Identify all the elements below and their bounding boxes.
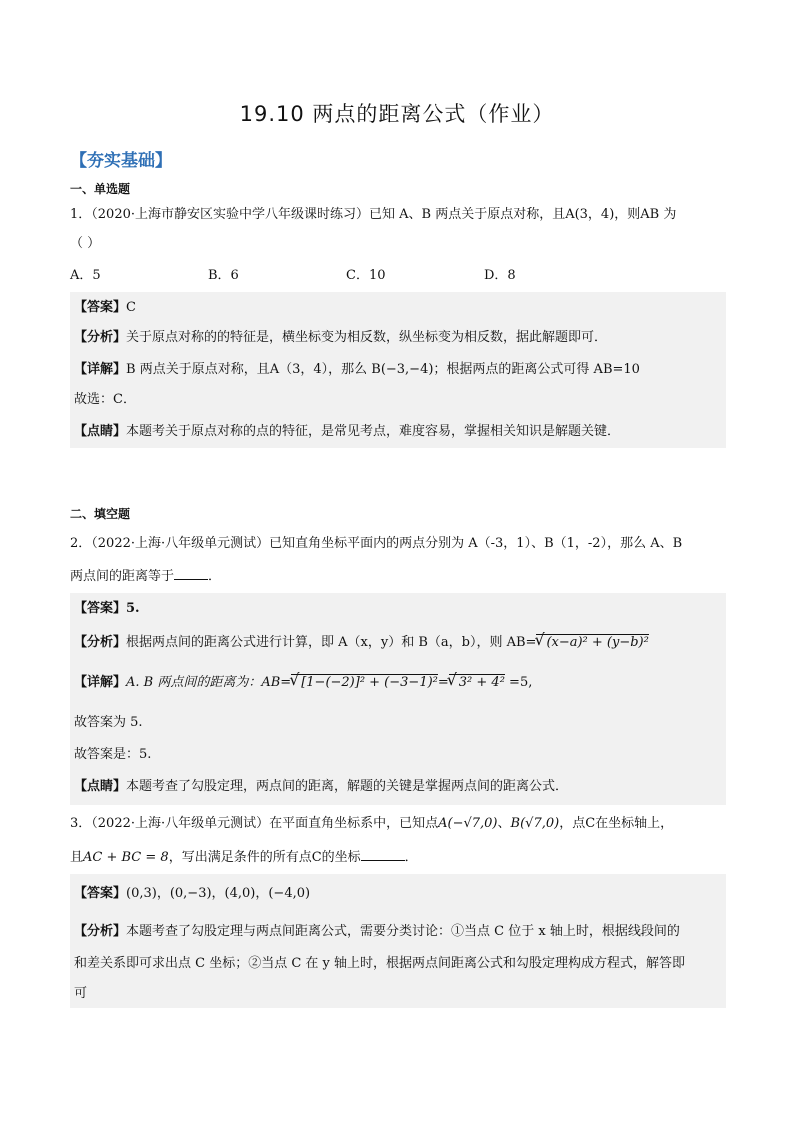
q2-detail: 【详解】A. B 两点间的距离为：AB=√ [1−(−2)]² + (−3−1)²=√ 3² + 4² =5, (74, 673, 532, 693)
q3-answer: 【答案】(0,3)，(0,−3)，(4,0)，(−4,0) (74, 886, 311, 901)
q1-analysis: 【分析】关于原点对称的的特征是，横坐标变为相反数，纵坐标变为相反数，据此解题即可． (74, 330, 608, 345)
q3-answer-blank (361, 848, 405, 861)
part1-header: 一、单选题 (70, 182, 131, 196)
q1-option-b: B．6 (208, 268, 239, 283)
q2-stem-line2: 两点间的距离等于 ． (70, 569, 222, 584)
q1-detail: 【详解】B 两点关于原点对称，且A（3，4），那么 B(−3,−4)；根据两点的距离公式可得 AB=10 (74, 362, 640, 377)
q2-answer-blank (174, 567, 208, 580)
q3-point-a: A(−√7,0) (438, 816, 498, 831)
q2-answer-box (70, 593, 726, 805)
q3-analysis-line3: 可 (74, 986, 88, 1001)
q2-answer: 【答案】5. (74, 601, 140, 616)
q3-analysis-line2: 和差关系即可求出点 C 坐标；②当点 C 在 y 轴上时，根据两点间距离公式和勾股定理构成方程式，解答即 (74, 956, 686, 971)
q1-answer-box (70, 292, 726, 448)
q2-detail-line3: 故答案是：5. (74, 747, 152, 762)
section-heading: 【夯实基础】 (70, 151, 172, 171)
q2-detail-formula-2: √ 3² + 4² (449, 674, 505, 691)
q3-analysis-line1: 【分析】本题考查了勾股定理与两点间距离公式，需要分类讨论：①当点 C 位于 x 轴上时，根据线段间的 (74, 924, 680, 939)
q3-condition: AC + BC = 8 (83, 850, 169, 865)
q1-stem-line2: （ ） (70, 236, 101, 251)
q1-options (70, 266, 726, 286)
q1-stem-line1: 1．（2020·上海市静安区实验中学八年级课时练习）已知 A、B 两点关于原点对称，且A(3，4)，则AB 为 (70, 207, 677, 222)
part2-header: 二、填空题 (70, 507, 131, 521)
q2-point: 【点睛】本题考查了勾股定理，两点间的距离，解题的关键是掌握两点间的距离公式． (74, 779, 569, 794)
q1-point: 【点睛】本题考关于原点对称的点的特征，是常见考点，难度容易，掌握相关知识是解题关键． (74, 424, 621, 439)
q2-stem-line1: 2．（2022·上海·八年级单元测试）已知直角坐标平面内的两点分别为 A（-3，1）、B（1，-2），那么 A、B (70, 536, 683, 551)
q1-detail-conclusion: 故选：C． (74, 392, 136, 407)
q1-answer: 【答案】C (74, 300, 136, 315)
q1-option-c: C．10 (346, 268, 386, 283)
q3-stem-line2: 且AC + BC = 8，写出满足条件的所有点C的坐标 ． (70, 850, 418, 865)
q3-point-b: B(√7,0) (510, 816, 560, 831)
q1-option-d: D．8 (484, 268, 516, 283)
q2-detail-formula-1: √ [1−(−2)]² + (−3−1)² (291, 674, 438, 691)
q2-analysis-formula: √ (x−a)² + (y−b)² (536, 634, 648, 651)
q1-option-a: A．5 (70, 268, 101, 283)
q3-stem-line1: 3．（2022·上海·八年级单元测试）在平面直角坐标系中，已知点A(−√7,0)、B(√7,0)，点C在坐标轴上， (70, 816, 674, 831)
page-title: 19.10 两点的距离公式（作业） (239, 102, 555, 126)
q2-detail-line2: 故答案为 5. (74, 715, 143, 730)
q2-analysis: 【分析】根据两点间的距离公式进行计算，即 A（x，y）和 B（a，b），则 AB=√ (x−a)² + (y−b)² (74, 633, 649, 653)
q3-answer-box (70, 874, 726, 1008)
